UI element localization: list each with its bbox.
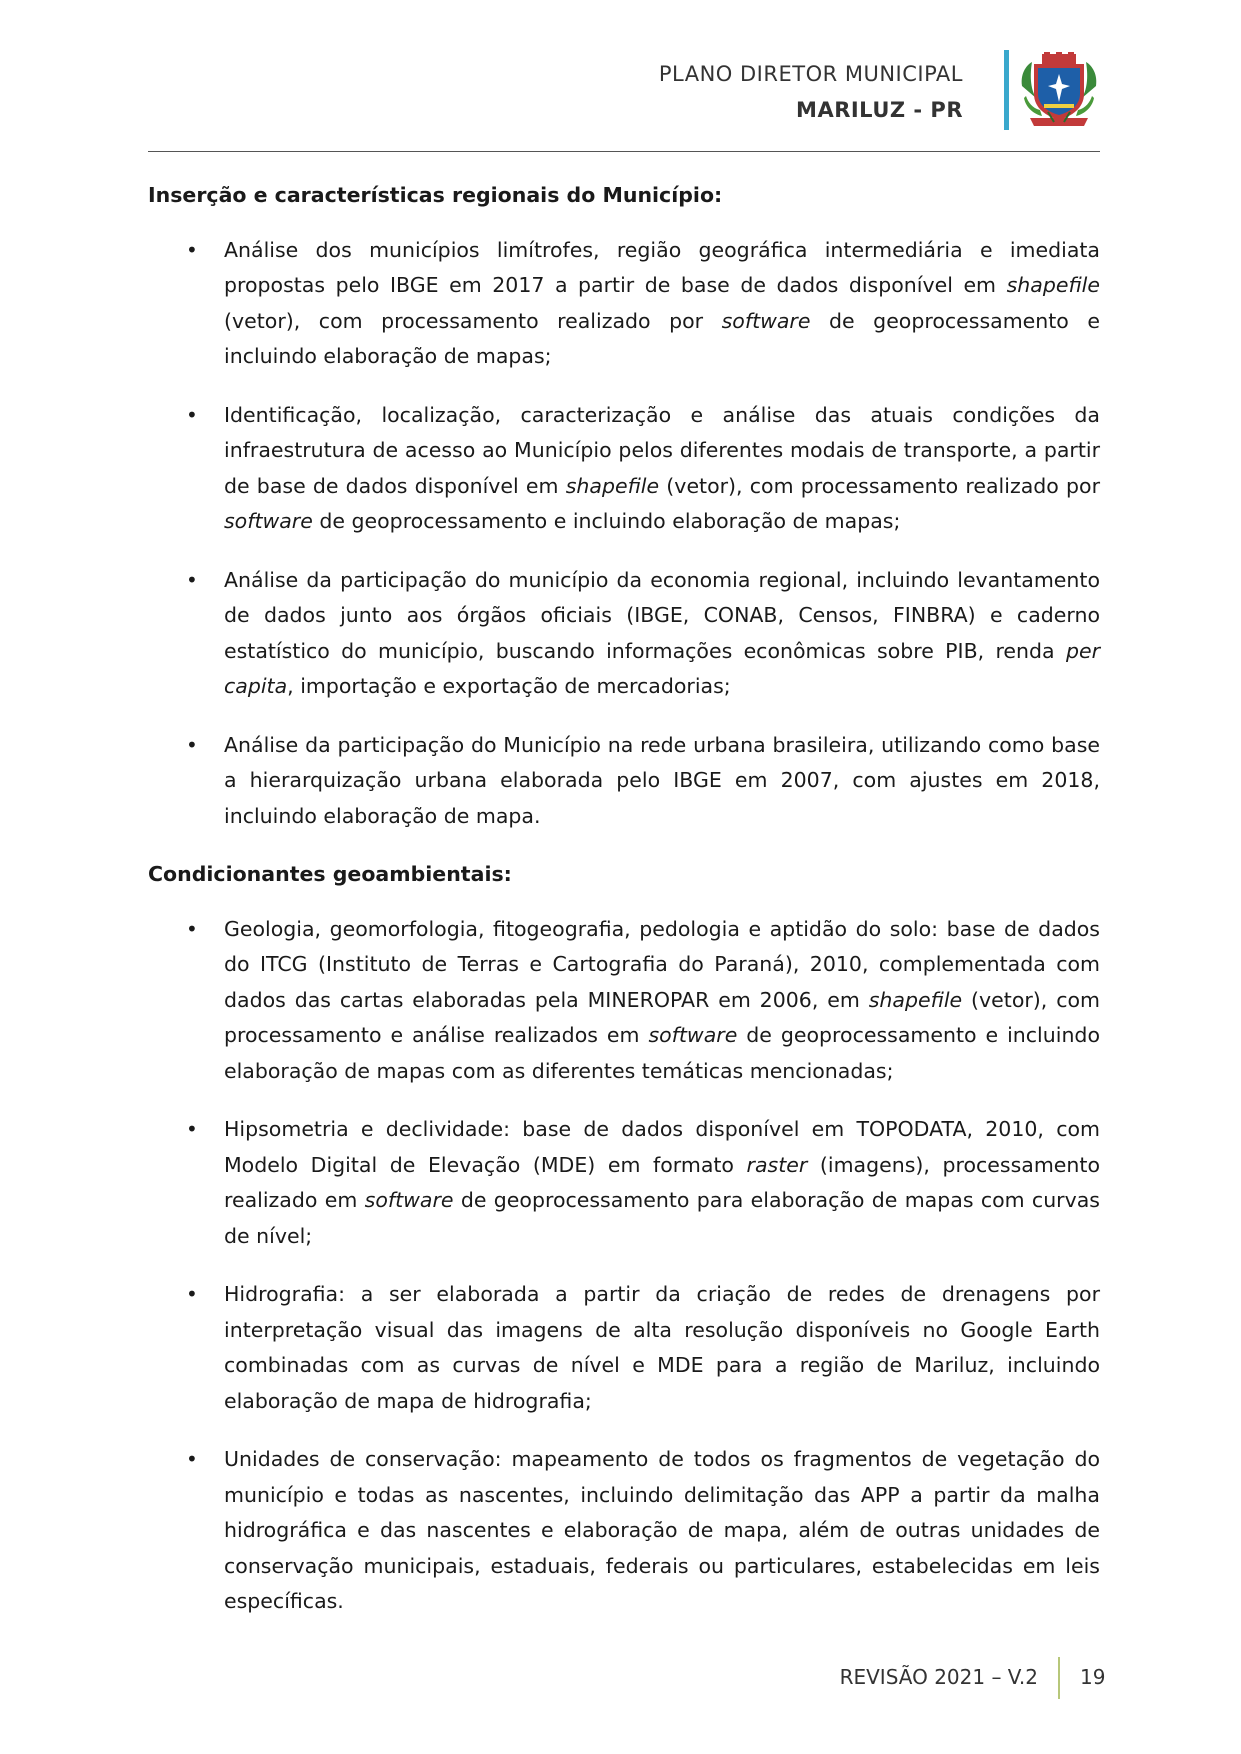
list-item: • Análise da participação do Município na rede urbana brasileira, utilizando como base a hierarquização urbana elaborada pelo IBGE em 2007, com ajustes em 2018, incluindo elaboração de mapa. (148, 728, 1100, 835)
footer-revision: REVISÃO 2021 – V.2 (839, 1665, 1038, 1689)
section-title: Condicionantes geoambientais: (148, 862, 512, 886)
italic-term: shapefile (868, 987, 963, 1012)
italic-term: per capita (224, 638, 1100, 698)
list-item: • Análise da participação do município da economia regional, incluindo levantamento de dados junto aos órgãos oficiais (IBGE, CONAB, Censos, FINBRA) e caderno estatístico do município, buscando informações econômicas sobre PIB, renda per capita, importação e exportação de mercadorias; (148, 563, 1100, 705)
list-item: • Hipsometria e declividade: base de dados disponível em TOPODATA, 2010, com Modelo Digital de Elevação (MDE) em formato raster (imagens), processamento realizado em software de geoprocessamento para elaboração de mapas com curvas de nível; (148, 1112, 1100, 1254)
page-number: 19 (1080, 1665, 1106, 1689)
header-municipality: MARILUZ - PR (796, 98, 963, 122)
italic-term: software (364, 1188, 454, 1212)
document-body (148, 178, 1100, 1643)
municipal-crest-icon (1018, 52, 1100, 130)
italic-term: shapefile (1006, 273, 1100, 297)
section-title: Inserção e características regionais do Município: (148, 183, 723, 207)
list-item: • Identificação, localização, caracterização e análise das atuais condições da infraestrutura de acesso ao Município pelos diferentes modais de transporte, a partir de base de dados disponível em shapefile (vetor), com processamento realizado por software de geoprocessamento e incluindo elaboração de mapas; (148, 398, 1100, 540)
italic-term: shapefile (565, 473, 660, 498)
header-accent-bar (1004, 50, 1009, 130)
list-item: • Análise dos municípios limítrofes, região geográfica intermediária e imediata propostas pelo IBGE em 2017 a partir de base de dados disponível em shapefile (vetor), com processamento realizado por software de geoprocessamento e incluindo elaboração de mapas; (148, 233, 1100, 375)
italic-term: software (648, 1023, 738, 1047)
header-divider (148, 151, 1100, 152)
header-plan-title: PLANO DIRETOR MUNICIPAL (658, 62, 963, 86)
italic-term: raster (746, 1152, 808, 1177)
footer-divider (1058, 1657, 1060, 1699)
italic-term: software (224, 509, 313, 533)
list-item: • Geologia, geomorfologia, fitogeografia, pedologia e aptidão do solo: base de dados do ITCG (Instituto de Terras e Cartografia do Paraná), 2010, complementada com dados das cartas elaboradas pela MINEROPAR em 2006, em shapefile (vetor), com processamento e análise realizados em software de geoprocessamento e incluindo elaboração de mapas com as diferentes temáticas mencionadas; (148, 912, 1100, 1090)
bullet-list (148, 912, 1100, 1620)
list-item: • Unidades de conservação: mapeamento de todos os fragmentos de vegetação do município e todas as nascentes, incluindo delimitação das APP a partir da malha hidrográfica e das nascentes e elaboração de mapa, além de outras unidades de conservação municipais, estaduais, federais ou particulares, estabelecidas em leis específicas. (148, 1442, 1100, 1620)
bullet-list (148, 233, 1100, 835)
italic-term: software (721, 308, 811, 333)
list-item: • Hidrografia: a ser elaborada a partir da criação de redes de drenagens por interpretação visual das imagens de alta resolução disponíveis no Google Earth combinadas com as curvas de nível e MDE para a região de Mariluz, incluindo elaboração de mapa de hidrografia; (148, 1277, 1100, 1419)
